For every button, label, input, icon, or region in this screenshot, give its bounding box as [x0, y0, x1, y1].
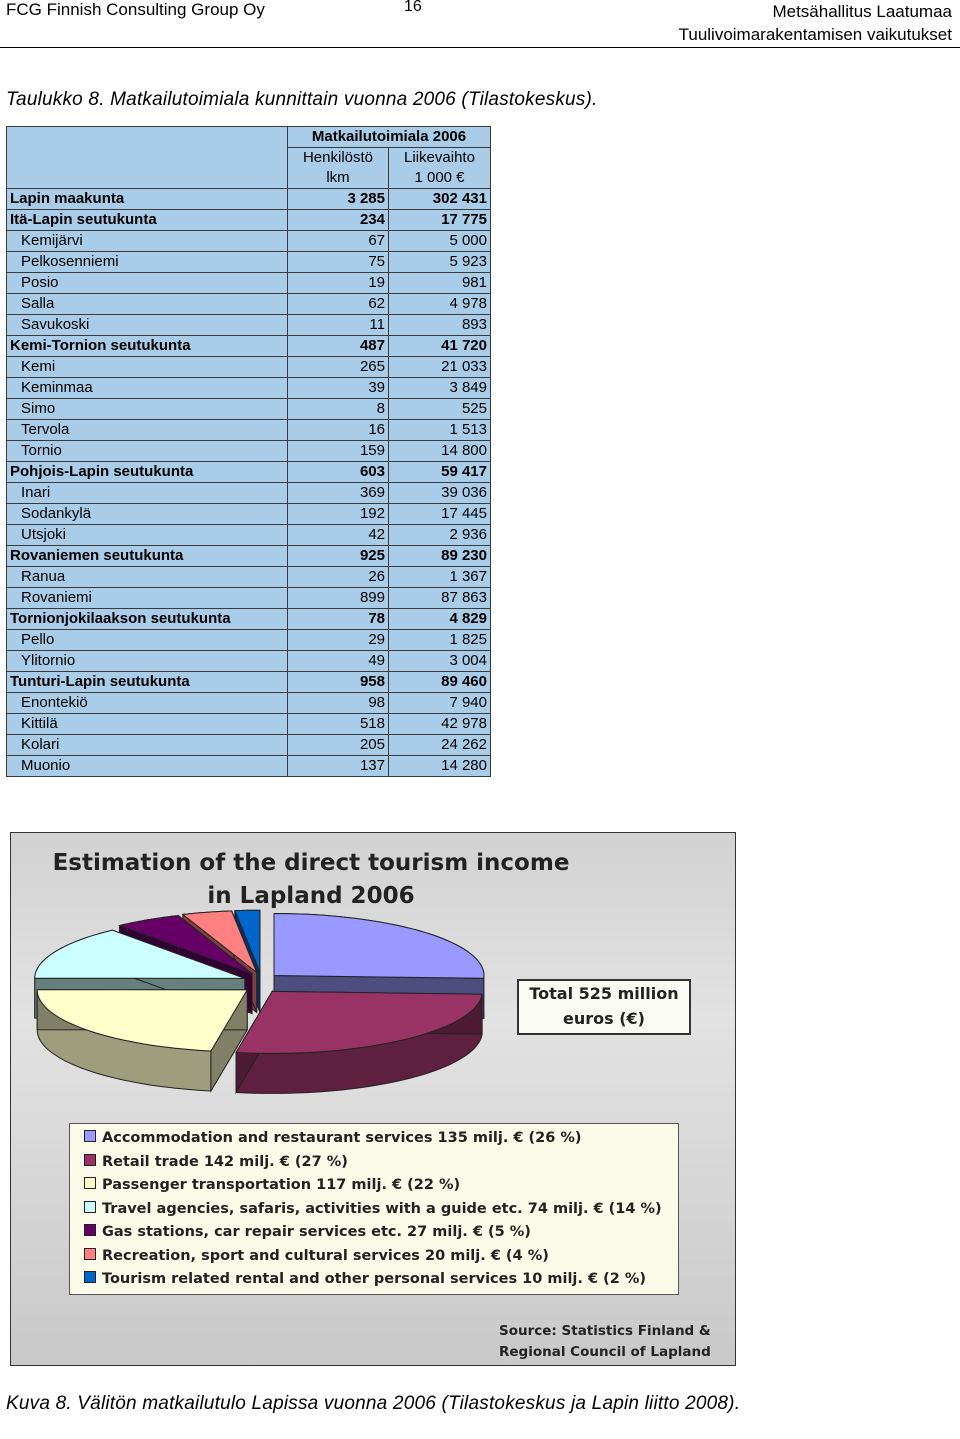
legend-swatch — [84, 1224, 96, 1236]
total-line1: Total 525 million — [529, 984, 679, 1003]
table-row — [7, 756, 491, 777]
row-name: Ranua — [7, 567, 288, 588]
table-row — [7, 672, 491, 693]
row-revenue: 3 849 — [389, 378, 491, 399]
row-revenue: 981 — [389, 273, 491, 294]
table-corner-cell — [7, 127, 288, 189]
row-staff: 11 — [288, 315, 389, 336]
row-name: Muonio — [7, 756, 288, 777]
row-revenue: 302 431 — [389, 189, 491, 210]
row-revenue: 42 978 — [389, 714, 491, 735]
legend-label: Recreation, sport and cultural services 20 milj. € (4 %) — [102, 1247, 549, 1264]
row-revenue: 59 417 — [389, 462, 491, 483]
row-name: Sodankylä — [7, 504, 288, 525]
chart-title-line1: Estimation of the direct tourism income — [52, 850, 570, 876]
row-name: Rovaniemen seutukunta — [7, 546, 288, 567]
row-staff: 98 — [288, 693, 389, 714]
legend-item — [84, 1177, 460, 1193]
table-row — [7, 504, 491, 525]
table-row — [7, 441, 491, 462]
legend-label: Retail trade 142 milj. € (27 %) — [102, 1153, 348, 1170]
row-staff: 67 — [288, 231, 389, 252]
row-staff: 39 — [288, 378, 389, 399]
table-row — [7, 693, 491, 714]
row-revenue: 5 000 — [389, 231, 491, 252]
row-name: Tornionjokilaakson seutukunta — [7, 609, 288, 630]
table-row — [7, 483, 491, 504]
row-revenue: 3 004 — [389, 651, 491, 672]
table-row — [7, 252, 491, 273]
page-number: 16 — [404, 0, 422, 15]
row-name: Enontekiö — [7, 693, 288, 714]
legend-swatch — [84, 1154, 96, 1166]
row-staff: 899 — [288, 588, 389, 609]
row-revenue: 5 923 — [389, 252, 491, 273]
table-row — [7, 420, 491, 441]
row-name: Kemi-Tornion seutukunta — [7, 336, 288, 357]
table-row — [7, 630, 491, 651]
row-name: Lapin maakunta — [7, 189, 288, 210]
header-company: FCG Finnish Consulting Group Oy — [6, 0, 265, 19]
row-staff: 205 — [288, 735, 389, 756]
legend-swatch — [84, 1271, 96, 1283]
row-name: Rovaniemi — [7, 588, 288, 609]
chart-source — [499, 1321, 711, 1363]
row-name: Inari — [7, 483, 288, 504]
header-divider — [0, 47, 960, 48]
col-staff-header: Henkilöstö — [288, 148, 389, 169]
pie-slices — [35, 910, 484, 1093]
group-header: Matkailutoimiala 2006 — [288, 127, 491, 148]
row-revenue: 24 262 — [389, 735, 491, 756]
row-revenue: 1 825 — [389, 630, 491, 651]
table-caption: Taulukko 8. Matkailutoimiala kunnittain vuonna 2006 (Tilastokeskus). — [6, 89, 598, 110]
legend-swatch — [84, 1201, 96, 1213]
row-name: Kittilä — [7, 714, 288, 735]
table-row — [7, 588, 491, 609]
row-name: Kemi — [7, 357, 288, 378]
row-revenue: 4 978 — [389, 294, 491, 315]
table-header-row — [7, 127, 491, 148]
legend-item — [84, 1271, 646, 1287]
legend-label: Tourism related rental and other personal services 10 milj. € (2 %) — [102, 1271, 647, 1287]
legend-item — [84, 1248, 549, 1264]
row-revenue: 893 — [389, 315, 491, 336]
row-staff: 49 — [288, 651, 389, 672]
row-staff: 8 — [288, 399, 389, 420]
chart-legend — [69, 1123, 679, 1295]
row-staff: 3 285 — [288, 189, 389, 210]
row-staff: 16 — [288, 420, 389, 441]
row-name: Kemijärvi — [7, 231, 288, 252]
row-revenue: 17 445 — [389, 504, 491, 525]
row-name: Tervola — [7, 420, 288, 441]
row-staff: 75 — [288, 252, 389, 273]
row-name: Utsjoki — [7, 525, 288, 546]
legend-swatch — [84, 1177, 96, 1189]
row-revenue: 21 033 — [389, 357, 491, 378]
chart-title-line2: in Lapland 2006 — [207, 883, 415, 909]
row-staff: 192 — [288, 504, 389, 525]
row-revenue: 41 720 — [389, 336, 491, 357]
col-revenue-unit: 1 000 € — [389, 168, 491, 189]
row-staff: 29 — [288, 630, 389, 651]
chart-title — [11, 847, 611, 913]
table-row — [7, 189, 491, 210]
table-row — [7, 315, 491, 336]
row-revenue: 525 — [389, 399, 491, 420]
row-name: Kolari — [7, 735, 288, 756]
row-revenue: 7 940 — [389, 693, 491, 714]
table-row — [7, 210, 491, 231]
row-staff: 958 — [288, 672, 389, 693]
header-client: Metsähallitus Laatumaa — [772, 2, 952, 21]
table-row — [7, 273, 491, 294]
row-staff: 487 — [288, 336, 389, 357]
table-row — [7, 462, 491, 483]
row-revenue: 89 230 — [389, 546, 491, 567]
tourism-income-chart — [10, 832, 736, 1366]
row-revenue: 89 460 — [389, 672, 491, 693]
legend-swatch — [84, 1130, 96, 1142]
total-line2: euros (€) — [563, 1009, 645, 1028]
row-name: Keminmaa — [7, 378, 288, 399]
row-revenue: 1 513 — [389, 420, 491, 441]
row-staff: 62 — [288, 294, 389, 315]
legend-label: Travel agencies, safaris, activities with a guide etc. 74 milj. € (14 %) — [102, 1200, 662, 1217]
legend-label: Passenger transportation 117 milj. € (22 %) — [102, 1177, 461, 1193]
row-name: Ylitornio — [7, 651, 288, 672]
table-row — [7, 651, 491, 672]
row-staff: 518 — [288, 714, 389, 735]
row-name: Salla — [7, 294, 288, 315]
row-name: Pello — [7, 630, 288, 651]
row-staff: 159 — [288, 441, 389, 462]
table-row — [7, 714, 491, 735]
table-row — [7, 294, 491, 315]
table-row — [7, 378, 491, 399]
row-staff: 369 — [288, 483, 389, 504]
pie-slice — [236, 991, 482, 1093]
row-staff: 234 — [288, 210, 389, 231]
legend-label: Accommodation and restaurant services 135 milj. € (26 %) — [102, 1130, 582, 1146]
table-row — [7, 567, 491, 588]
row-staff: 265 — [288, 357, 389, 378]
pie-slice — [37, 990, 247, 1091]
legend-item — [84, 1130, 582, 1146]
table-row — [7, 546, 491, 567]
figure-caption: Kuva 8. Välitön matkailutulo Lapissa vuonna 2006 (Tilastokeskus ja Lapin liitto 2008). — [6, 1393, 741, 1414]
header-project — [679, 0, 952, 46]
col-revenue-header: Liikevaihto — [389, 148, 491, 169]
row-revenue: 17 775 — [389, 210, 491, 231]
table-row — [7, 357, 491, 378]
row-revenue: 2 936 — [389, 525, 491, 546]
table-row — [7, 399, 491, 420]
row-revenue: 4 829 — [389, 609, 491, 630]
row-staff: 78 — [288, 609, 389, 630]
row-revenue: 39 036 — [389, 483, 491, 504]
row-name: Savukoski — [7, 315, 288, 336]
table-row — [7, 231, 491, 252]
row-revenue: 14 280 — [389, 756, 491, 777]
legend-item — [84, 1224, 531, 1240]
row-name: Simo — [7, 399, 288, 420]
row-revenue: 14 800 — [389, 441, 491, 462]
row-name: Tunturi-Lapin seutukunta — [7, 672, 288, 693]
table-row — [7, 336, 491, 357]
total-box — [517, 979, 691, 1035]
row-staff: 925 — [288, 546, 389, 567]
source-line2: Regional Council of Lapland — [499, 1344, 711, 1360]
col-staff-unit: lkm — [288, 168, 389, 189]
row-staff: 603 — [288, 462, 389, 483]
legend-swatch — [84, 1248, 96, 1260]
row-name: Pelkosenniemi — [7, 252, 288, 273]
row-name: Tornio — [7, 441, 288, 462]
table-row — [7, 525, 491, 546]
legend-item — [84, 1201, 662, 1217]
legend-item — [84, 1154, 348, 1170]
row-staff: 137 — [288, 756, 389, 777]
row-revenue: 1 367 — [389, 567, 491, 588]
legend-label: Gas stations, car repair services etc. 27 milj. € (5 %) — [102, 1224, 531, 1240]
row-staff: 42 — [288, 525, 389, 546]
row-staff: 19 — [288, 273, 389, 294]
source-line1: Source: Statistics Finland & — [499, 1323, 711, 1339]
row-staff: 26 — [288, 567, 389, 588]
table-row — [7, 735, 491, 756]
row-name: Posio — [7, 273, 288, 294]
table-row — [7, 609, 491, 630]
row-name: Pohjois-Lapin seutukunta — [7, 462, 288, 483]
header-subject: Tuulivoimarakentamisen vaikutukset — [678, 25, 952, 44]
row-revenue: 87 863 — [389, 588, 491, 609]
tourism-table — [6, 126, 491, 777]
row-name: Itä-Lapin seutukunta — [7, 210, 288, 231]
